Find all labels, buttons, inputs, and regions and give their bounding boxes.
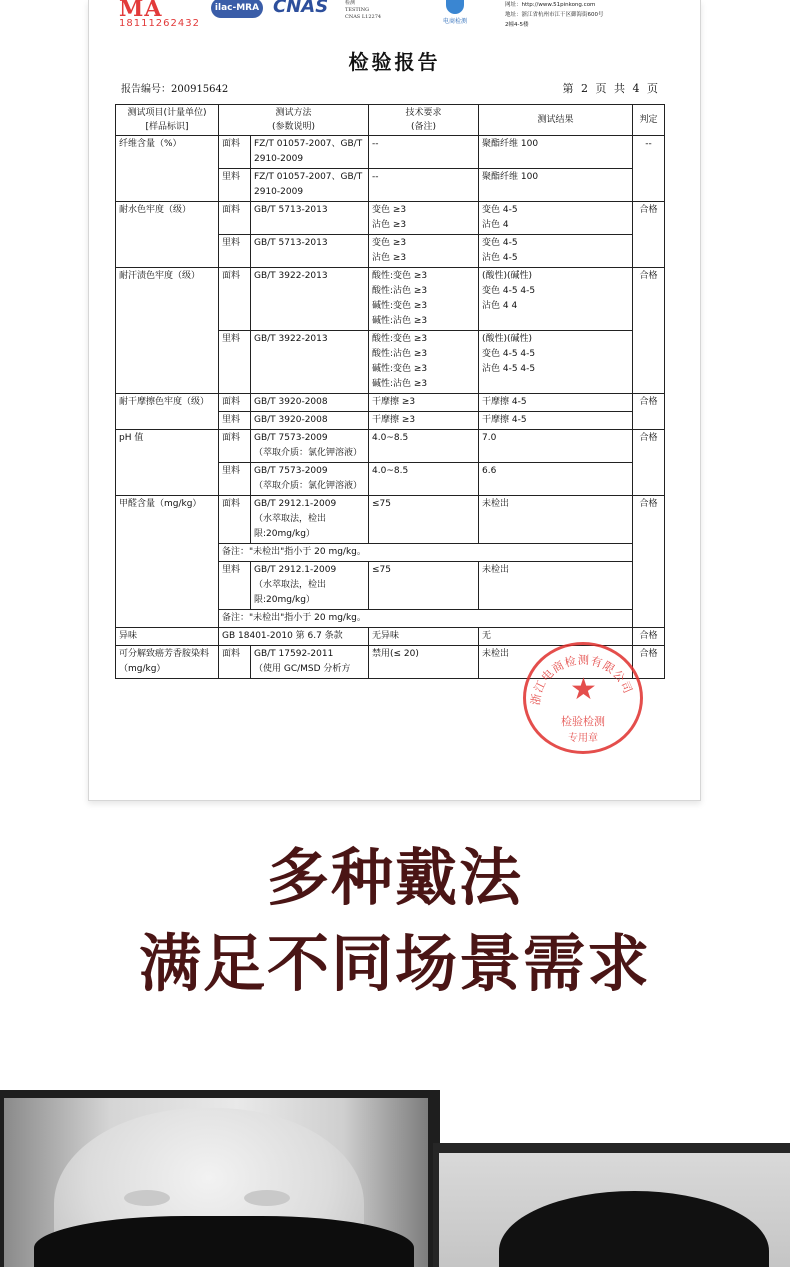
judgement-cell: 合格 [633, 394, 665, 430]
star-icon: ★ [570, 672, 597, 707]
cnas-block [273, 0, 335, 18]
method-cell: GB/T 3920-2008 [251, 412, 369, 430]
requirement-cell: 干摩擦 ≥3 [369, 412, 479, 430]
result-cell: 未检出 [479, 646, 633, 679]
result-cell: 7.0 [479, 430, 633, 463]
result-cell: 聚酯纤维 100 [479, 136, 633, 169]
sample-cell: 面料 [219, 496, 251, 544]
result-cell: 无 [479, 628, 633, 646]
method-cell: GB/T 17592-2011 （使用 GC/MSD 分析方 [251, 646, 369, 679]
header-method: 测试方法 (参数说明) [219, 105, 369, 136]
requirement-cell: ≤75 [369, 496, 479, 544]
result-cell: (酸性)(碱性) 变色 4-5 4-5 沾色 4 4 [479, 268, 633, 331]
table-row [116, 430, 665, 463]
ecommerce-testing-logo [415, 0, 495, 25]
sample-cell: 面料 [219, 136, 251, 169]
item-cell: 耐汗渍色牢度（级） [116, 268, 219, 394]
table-row [116, 202, 665, 235]
result-cell: (酸性)(碱性) 变色 4-5 4-5 沾色 4-5 4-5 [479, 331, 633, 394]
sample-cell: 面料 [219, 646, 251, 679]
mannequin-eye [244, 1190, 290, 1206]
lab-address: 网址：http://www.51pinkong.com 地址：浙江省杭州市江干区御海街600号 2幢4-5楼 [505, 2, 604, 28]
cma-mark: MA [119, 0, 163, 22]
method-cell: GB/T 7573-2009 （萃取介质：氯化钾溶液） [251, 430, 369, 463]
stamp-ring-text: 浙江电商检测有限公司 [528, 652, 636, 707]
fleece-neck-gaiter [34, 1216, 414, 1267]
table-row [116, 496, 665, 544]
cma-phone: 18111262432 [119, 18, 200, 29]
table-header-row [116, 105, 665, 136]
sample-cell: 里料 [219, 331, 251, 394]
certification-logos [119, 0, 604, 30]
sample-cell: 面料 [219, 394, 251, 412]
ilac-mra-logo: ilac-MRA [211, 0, 263, 18]
judgement-cell: 合格 [633, 646, 665, 679]
result-cell: 未检出 [479, 496, 633, 544]
method-cell: GB/T 5713-2013 [251, 202, 369, 235]
cnas-logo: CNAS [273, 0, 329, 17]
sample-cell: 里料 [219, 169, 251, 202]
result-cell: 变色 4-5 沾色 4-5 [479, 235, 633, 268]
result-cell: 聚酯纤维 100 [479, 169, 633, 202]
result-cell: 干摩擦 4-5 [479, 394, 633, 412]
item-cell: 耐水色牢度（级） [116, 202, 219, 268]
sample-cell: 面料 [219, 268, 251, 331]
headline-line2: 满足不同场景需求 [138, 927, 651, 1000]
item-cell: pH 值 [116, 430, 219, 496]
report-title: 检验报告 [348, 50, 441, 74]
inspection-report-document [88, 0, 701, 801]
mannequin-eye [124, 1190, 170, 1206]
judgement-cell: -- [633, 136, 665, 202]
requirement-cell: 酸性:变色 ≥3 酸性:沾色 ≥3 碱性:变色 ≥3 碱性:沾色 ≥3 [369, 331, 479, 394]
requirement-cell: 禁用(≤ 20) [369, 646, 479, 679]
result-cell: 变色 4-5 沾色 4 [479, 202, 633, 235]
item-cell: 甲醛含量（mg/kg） [116, 496, 219, 628]
note-cell: 备注："未检出"指小于 20 mg/kg。 [219, 610, 633, 628]
method-cell: GB/T 2912.1-2009 （水萃取法，检出限:20mg/kg） [251, 496, 369, 544]
header-judgement: 判定 [633, 105, 665, 136]
sample-cell: 里料 [219, 562, 251, 610]
note-cell: 备注："未检出"指小于 20 mg/kg。 [219, 544, 633, 562]
item-cell: 异味 [116, 628, 219, 646]
requirement-cell: 4.0~8.5 [369, 430, 479, 463]
header-result: 测试结果 [479, 105, 633, 136]
header-item: 测试项目(计量单位) [样品标识] [116, 105, 219, 136]
method-cell: GB 18401-2010 第 6.7 条款 [219, 628, 369, 646]
shield-icon [446, 0, 464, 14]
cnas-small-text: 检测 TESTING CNAS L12274 [345, 0, 382, 20]
requirement-cell: ≤75 [369, 562, 479, 610]
item-cell: 耐干摩擦色牢度（级） [116, 394, 219, 430]
stamp-line2: 专用章 [568, 733, 598, 744]
method-cell: GB/T 3922-2013 [251, 331, 369, 394]
headline-line1: 多种戴法 [266, 841, 523, 914]
table-row [116, 394, 665, 412]
results-table [115, 104, 665, 679]
requirement-cell: -- [369, 169, 479, 202]
requirement-cell: 干摩擦 ≥3 [369, 394, 479, 412]
requirement-cell: -- [369, 136, 479, 169]
method-cell: FZ/T 01057-2007、GB/T 2910-2009 [251, 169, 369, 202]
sample-cell: 面料 [219, 202, 251, 235]
photo-backdrop [439, 1153, 790, 1267]
judgement-cell: 合格 [633, 628, 665, 646]
item-cell: 纤维含量（%） [116, 136, 219, 202]
requirement-cell: 变色 ≥3 沾色 ≥3 [369, 235, 479, 268]
judgement-cell: 合格 [633, 202, 665, 268]
photo-backdrop [4, 1098, 428, 1267]
stamp-line1: 检验检测 [561, 715, 605, 728]
judgement-cell: 合格 [633, 496, 665, 628]
judgement-cell: 合格 [633, 268, 665, 394]
method-cell: GB/T 3922-2013 [251, 268, 369, 331]
result-cell: 未检出 [479, 562, 633, 610]
product-photo-hat [433, 1143, 790, 1267]
table-row [116, 268, 665, 331]
result-cell: 6.6 [479, 463, 633, 496]
ecom-label: 电商检测 [442, 18, 467, 25]
item-cell: 可分解致癌芳香胺染料（mg/kg） [116, 646, 219, 679]
sample-cell: 里料 [219, 235, 251, 268]
method-cell: GB/T 7573-2009 （萃取介质：氯化钾溶液） [251, 463, 369, 496]
requirement-cell: 无异味 [369, 628, 479, 646]
method-cell: GB/T 3920-2008 [251, 394, 369, 412]
official-seal-stamp [523, 642, 643, 754]
product-photo-mannequin [0, 1090, 440, 1267]
method-cell: GB/T 2912.1-2009 （水萃取法，检出限:20mg/kg） [251, 562, 369, 610]
requirement-cell: 酸性:变色 ≥3 酸性:沾色 ≥3 碱性:变色 ≥3 碱性:沾色 ≥3 [369, 268, 479, 331]
requirement-cell: 变色 ≥3 沾色 ≥3 [369, 202, 479, 235]
sample-cell: 里料 [219, 463, 251, 496]
requirement-cell: 4.0~8.5 [369, 463, 479, 496]
header-requirement: 技术要求 (备注) [369, 105, 479, 136]
sample-cell: 面料 [219, 430, 251, 463]
fleece-hat [499, 1191, 769, 1267]
method-cell: GB/T 5713-2013 [251, 235, 369, 268]
report-number: 报告编号：200915642 [121, 84, 229, 95]
cma-logo [119, 0, 201, 30]
table-row [116, 136, 665, 169]
judgement-cell: 合格 [633, 430, 665, 496]
sample-cell: 里料 [219, 412, 251, 430]
page-info: 第 2 页 共 4 页 [562, 82, 660, 95]
result-cell: 干摩擦 4-5 [479, 412, 633, 430]
method-cell: FZ/T 01057-2007、GB/T 2910-2009 [251, 136, 369, 169]
